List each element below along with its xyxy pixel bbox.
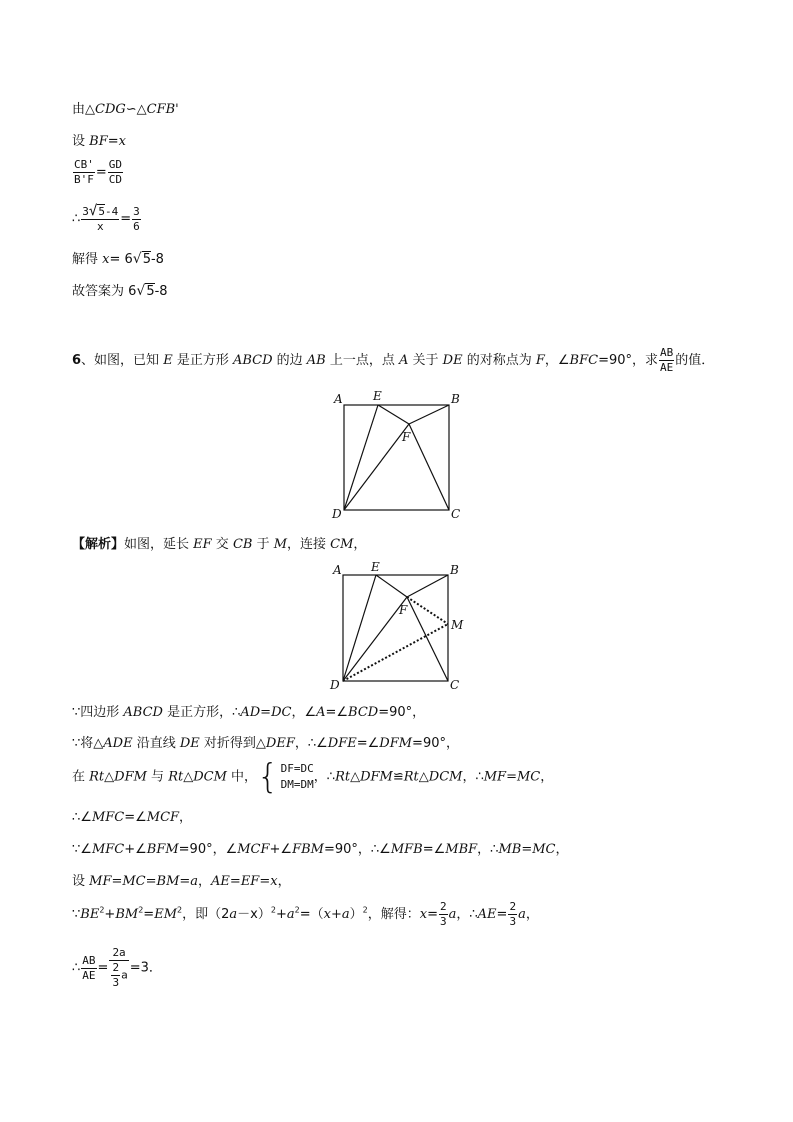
- label-m-2: M: [451, 618, 464, 632]
- prev-ratio: $\frac{CB'}{B'F}$ = $\frac{GD}{CD}$: [74, 158, 123, 186]
- equation-system: DF=DC DM=DM: [280, 762, 314, 791]
- label-d-2: D: [330, 678, 340, 692]
- ratio-fraction-1: $\frac{CB'}{B'F}$: [74, 158, 94, 186]
- problem-statement: 6、如图，已知 E 是正方形 ABCD 的边 AB 上一点，点 A 关于 DE 的对称点为 F，∠BFC=90°，求 $\frac{AB}{AE}$ 的值．: [72, 346, 715, 374]
- segment-ef-2: [376, 575, 407, 597]
- figure-square-2: [328, 558, 472, 694]
- dotted-dm: [343, 624, 448, 681]
- sqrt-sign: √: [132, 251, 142, 267]
- label-a: A: [334, 392, 343, 406]
- label-d: D: [332, 507, 342, 521]
- step-5: ∵∠MFC+∠BFM=90°，∠MCF+∠FBM=90°，∴∠MFB=∠MBF，∴MB=MC，: [72, 842, 569, 857]
- segment-de: [344, 405, 378, 510]
- label-b: B: [451, 392, 460, 406]
- square-abcd-2: [343, 575, 448, 681]
- analysis-heading: 【解析】如图，延长 EF 交 CB 于 M，连接 CM，: [72, 537, 367, 552]
- label-e-2: E: [371, 560, 380, 574]
- label-f-2: F: [399, 603, 408, 617]
- step-1: ∵四边形 ABCD 是正方形，∴AD=DC，∠A=∠BCD=90°，: [72, 705, 426, 720]
- calc-fraction-2: $\frac{3}{6}$: [133, 204, 140, 233]
- sqrt-sign: √: [88, 203, 98, 219]
- prev-answer: 故答案为 6√5-8: [72, 283, 168, 299]
- step-2: ∵将△ADE 沿直线 DE 对折得到△DEF，∴∠DFE=∠DFM=90°，: [72, 736, 459, 751]
- segment-df: [344, 424, 409, 510]
- ratio-fraction-2: $\frac{GD}{CD}$: [108, 158, 123, 186]
- solve-fraction: $\frac{2}{3}$: [439, 900, 447, 928]
- prev-calc: ∴ $\frac{3√5-4}{x}$ = $\frac{3}{6}$: [72, 203, 140, 233]
- segment-fb-2: [407, 575, 448, 597]
- segment-fb: [409, 405, 449, 424]
- segment-df-2: [343, 597, 407, 681]
- step-8: ∴ $\frac{AB}{AE}$ = 2a $\frac{2}{3}$ a =3．: [72, 946, 162, 989]
- brace-icon: {: [257, 757, 279, 797]
- nested-fraction: $\frac{2}{3}$: [112, 961, 120, 989]
- prev-solve: 解得 x= 6√5-8: [72, 251, 164, 267]
- sqrt-sign: √: [136, 283, 146, 299]
- label-f: F: [402, 430, 411, 444]
- label-a-2: A: [333, 563, 342, 577]
- label-b-2: B: [450, 563, 459, 577]
- label-c-2: C: [450, 678, 460, 692]
- calc-fraction-1: $\frac{3√5-4}{x}$: [82, 203, 119, 233]
- label-c: C: [451, 507, 461, 521]
- final-fraction-2: 2a $\frac{2}{3}$ a: [109, 946, 128, 990]
- segment-fc: [409, 424, 449, 510]
- problem-fraction: $\frac{AB}{AE}$: [660, 346, 674, 374]
- square-abcd: [344, 405, 449, 510]
- step-6: 设 MF=MC=BM=a，AE=EF=x，: [72, 874, 291, 889]
- segment-ef: [378, 405, 409, 424]
- prev-line-similar: 由△CDG∽△CFB': [72, 102, 179, 117]
- ae-fraction: $\frac{2}{3}$: [509, 900, 517, 928]
- figure-square-1: [330, 388, 470, 524]
- label-e: E: [373, 389, 382, 403]
- step-7: $\because BE^2+BM^2=EM^2$，即$(2a-x)^2+a^2=(x+a)^2$，解得：x= $\frac{2}{3}$ a，∴AE= $\frac{2}{3}$ a，: [72, 900, 539, 928]
- step-3: 在 Rt△DFM 与 Rt△DCM 中，{ DF=DC DM=DM ，∴Rt△DFM≌Rt△DCM，∴MF=MC，: [72, 757, 554, 797]
- prev-line-let: 设 BF=x: [72, 134, 126, 149]
- final-fraction-1: $\frac{AB}{AE}$: [82, 953, 96, 982]
- step-4: ∴∠MFC=∠MCF，: [72, 810, 193, 825]
